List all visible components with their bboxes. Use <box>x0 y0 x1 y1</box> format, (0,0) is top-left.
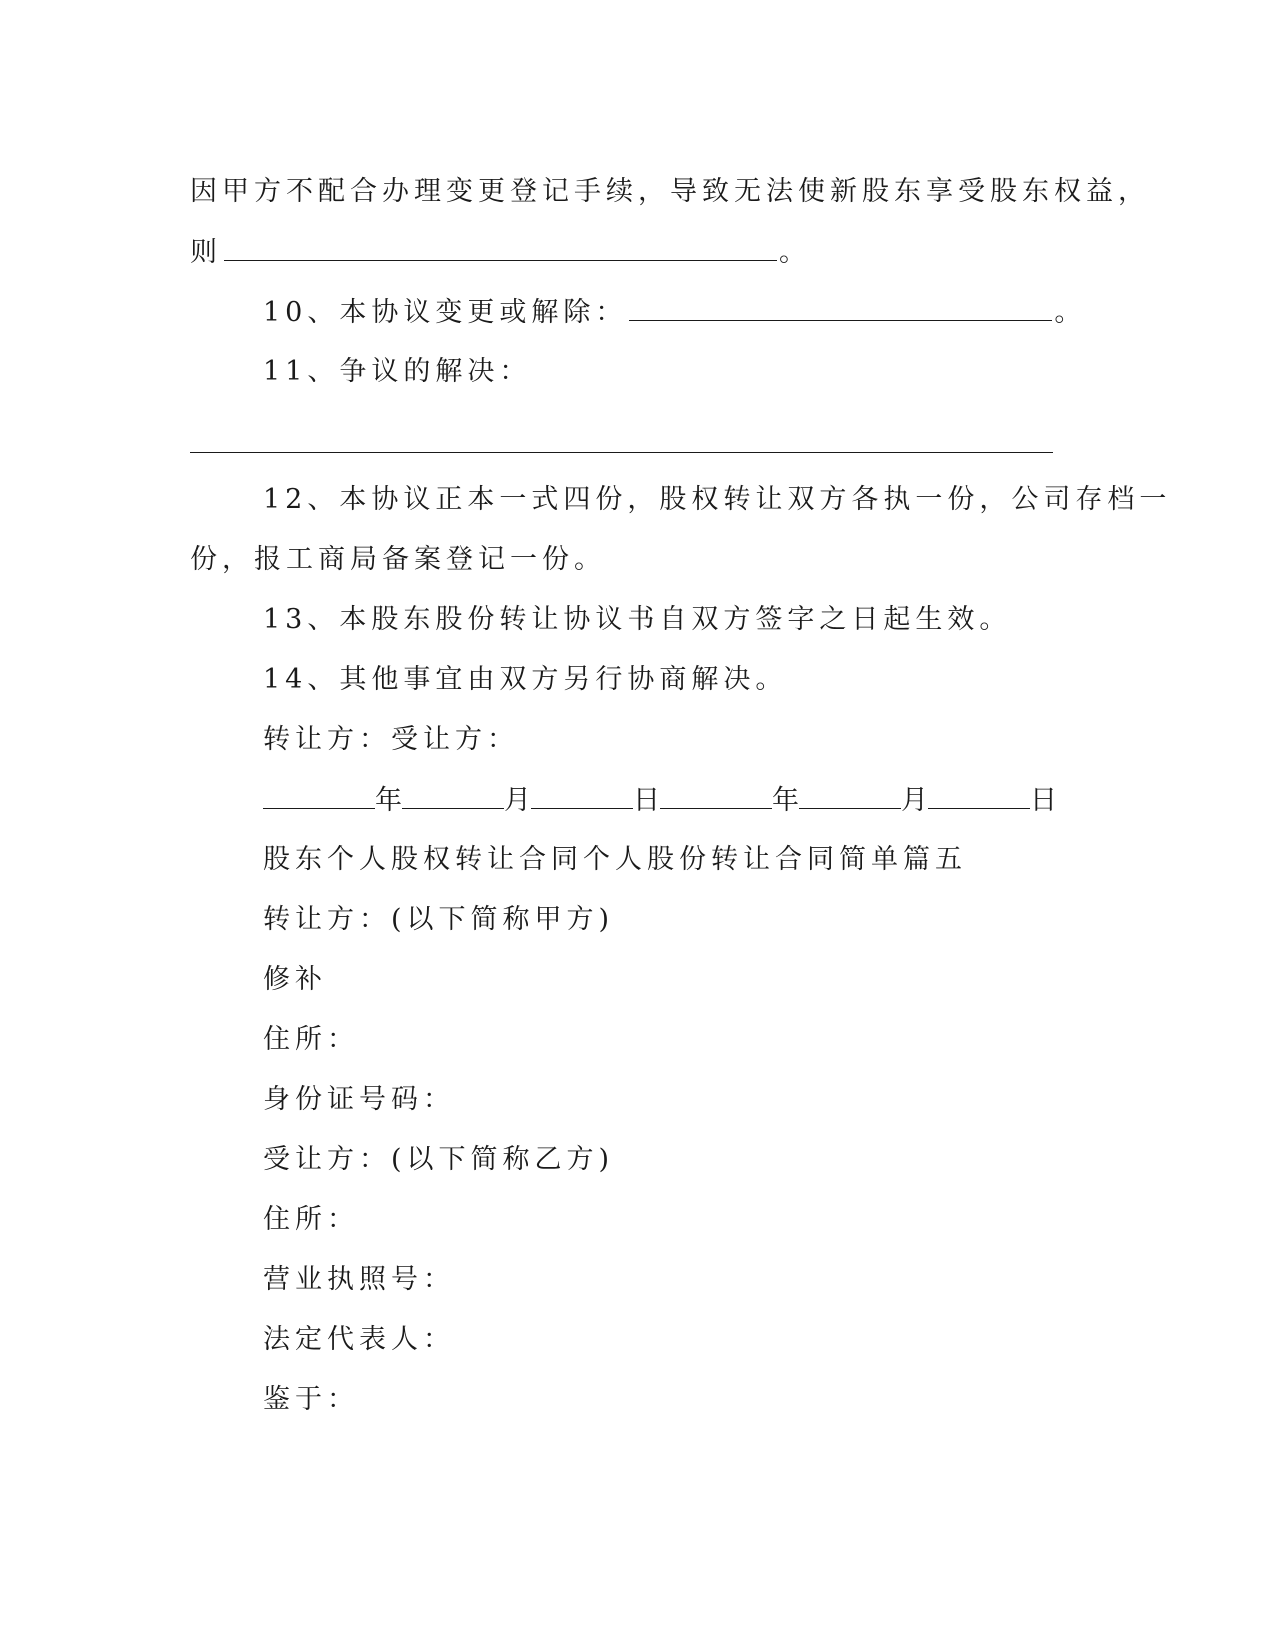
date-year-2: 年 <box>772 785 799 816</box>
clause-12-line-1: 12、本协议正本一式四份，股权转让双方各执一份，公司存档一 <box>263 484 1172 515</box>
clause-10-blank <box>629 294 1052 321</box>
transferee-address: 住所： <box>263 1204 359 1235</box>
clause-11-blank-rule <box>190 452 1053 453</box>
transferor-label: 转让方：(以下简称甲方) <box>263 904 615 935</box>
transferor-address: 住所： <box>263 1024 359 1055</box>
clause-9-line-1: 因甲方不配合办理变更登记手续，导致无法使新股东享受股东权益， <box>190 176 1150 207</box>
clause-14: 14、其他事宜由双方另行协商解决。 <box>263 664 788 695</box>
transferor-id: 身份证号码： <box>263 1084 455 1115</box>
date-blank-day-2 <box>928 782 1030 809</box>
transferee-license: 营业执照号： <box>263 1264 455 1295</box>
signature-parties: 转让方：受让方： <box>263 724 519 755</box>
clause-12-line-2: 份，报工商局备案登记一份。 <box>190 544 606 575</box>
section-title: 股东个人股权转让合同个人股份转让合同简单篇五 <box>263 844 967 875</box>
signature-dates <box>263 782 1057 819</box>
clause-9-blank <box>224 234 777 261</box>
date-blank-day-1 <box>531 782 633 809</box>
date-blank-year-1 <box>263 782 375 809</box>
date-blank-month-2 <box>799 782 901 809</box>
date-blank-month-1 <box>402 782 504 809</box>
repair-note: 修补 <box>263 964 327 995</box>
transferee-rep: 法定代表人： <box>263 1324 455 1355</box>
clause-10-suffix: 。 <box>1054 297 1087 328</box>
date-blank-year-2 <box>660 782 772 809</box>
whereas: 鉴于： <box>263 1384 359 1415</box>
transferee-label: 受让方：(以下简称乙方) <box>263 1144 615 1175</box>
clause-9-suffix: 。 <box>779 237 811 268</box>
clause-10 <box>263 294 1086 331</box>
date-month-1: 月 <box>504 785 531 816</box>
clause-13: 13、本股东股份转让协议书自双方签字之日起生效。 <box>263 604 1012 635</box>
clause-10-label: 10、本协议变更或解除： <box>263 297 628 328</box>
date-day-1: 日 <box>633 785 660 816</box>
date-month-2: 月 <box>901 785 928 816</box>
date-day-2: 日 <box>1030 785 1057 816</box>
clause-9-line-2 <box>190 234 811 271</box>
clause-9-prefix: 则 <box>190 237 222 268</box>
clause-11-label: 11、争议的解决： <box>263 356 532 387</box>
date-year-1: 年 <box>375 785 402 816</box>
